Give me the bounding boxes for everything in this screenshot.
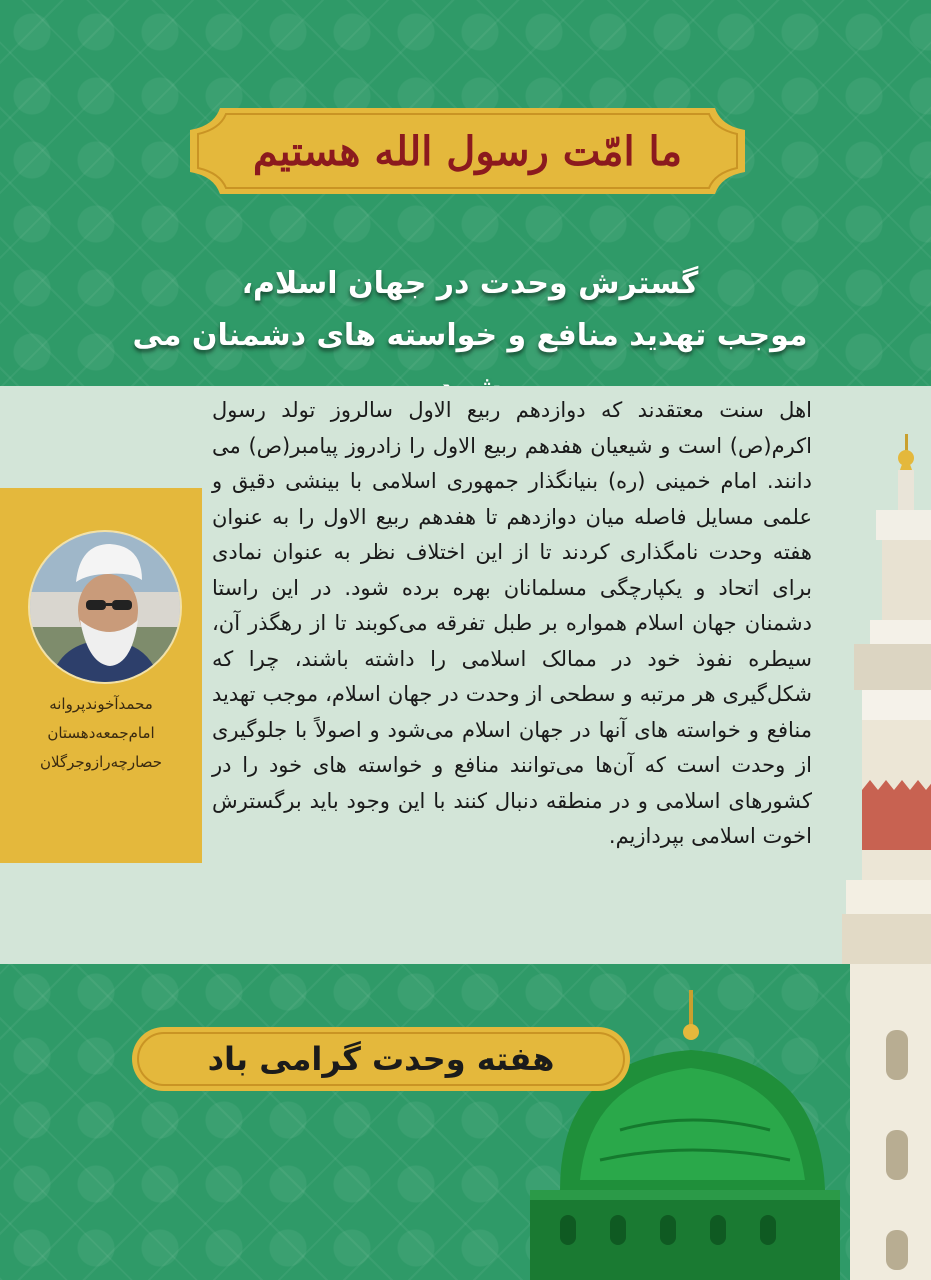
slogan-text: هفته وحدت گرامی باد — [207, 1040, 555, 1078]
slogan-banner — [132, 1027, 630, 1091]
article-body: اهل سنت معتقدند که دوازدهم ربیع الاول سالروز تولد رسول اکرم(ص) است و شیعیان هفدهم ربیع الاول را زادروز پیامبر(ص) می دانند. امام خمینی (ره) بنیانگذار جمهوری اسلامی با بینشی دقیق و علمی مسایل فاصله میان دوازدهم تا هفدهم ربیع الاول را به عنوان هفته وحدت نامگذاری کردند تا از این اختلاف نظر به عنوان نمادی برای اتحاد و یکپارچگی مسلمانان بهره برده شود. در این راستا دشمنان جهان اسلام همواره بر طبل تفرقه می‌کوبند تا از رهگذر آن، سیطره نفوذ خود در ممالک اسلامی را داشته باشند، چرا که شکل‌گیری هر مرتبه و سطحی از وحدت در جهان اسلام، موجب تهدید منافع و خواسته های آنها در جهان اسلام می‌شود و اصولاً با جلوگیری از وحدت است که آن‌ها می‌توانند منافع و خواسته های خود را در کشورهای اسلامی و در منطقه دنبال کنند با این وجود باید برگسترش اخوت اسلامی بپردازیم. — [212, 398, 812, 848]
author-place: حصارچه‌رازوجرگلان — [40, 753, 162, 771]
headline-line-1: گسترش وحدت در جهان اسلام، — [241, 266, 699, 301]
author-portrait — [28, 530, 182, 684]
banner-title: ما امّت رسول الله هستیم — [252, 127, 683, 175]
author-caption — [0, 690, 202, 777]
author-role: امام‌جمعه‌دهستان — [47, 724, 155, 742]
portrait-photo-icon — [30, 532, 180, 682]
headline-line-2: موجب تهدید منافع و خواسته های دشمنان می — [132, 318, 808, 353]
title-banner — [190, 108, 745, 194]
author-name: محمدآخوندپروانه — [49, 695, 153, 713]
minaret-illustration-icon — [826, 430, 931, 1280]
